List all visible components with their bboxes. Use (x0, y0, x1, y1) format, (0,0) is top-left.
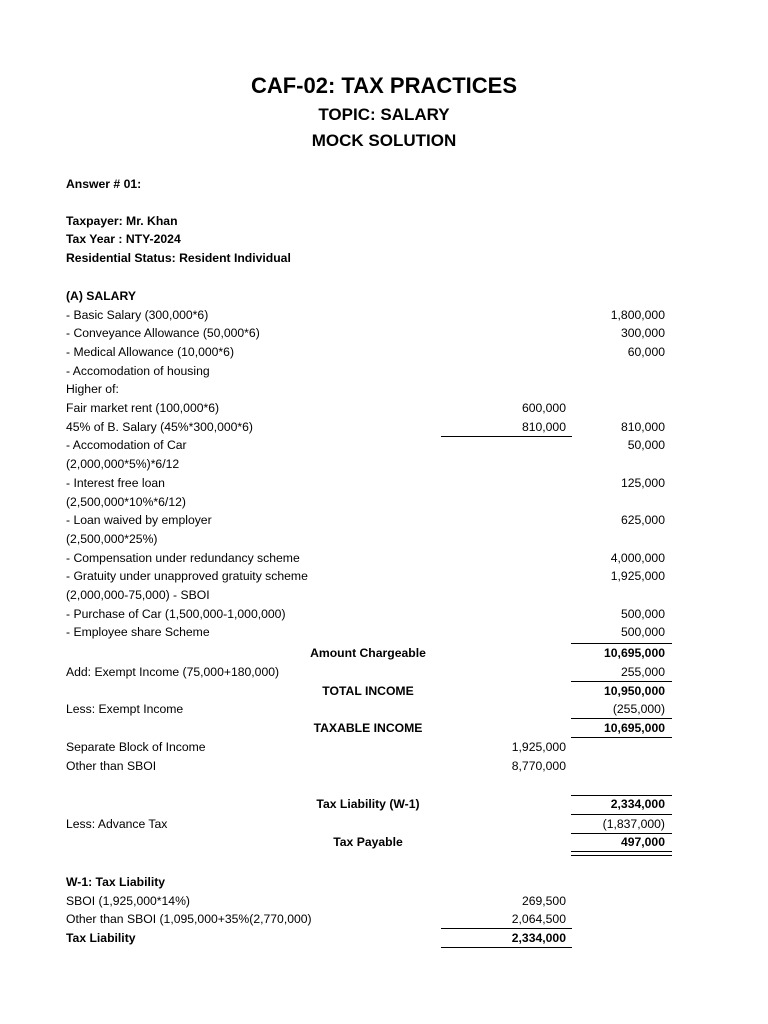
less-exempt-row: Less: Exempt Income (255,000) (66, 702, 665, 716)
w1-rule-below-total (441, 947, 572, 948)
salary-line: - Medical Allowance (10,000*6) 60,000 (66, 344, 665, 359)
salary-line: - Purchase of Car (1,500,000-1,000,000) 500,000 (66, 606, 665, 621)
tax-liability-row: Tax Liability (W-1) 2,334,000 (316, 797, 665, 811)
w1-sboi-row: SBOI (1,925,000*14%) 269,500 (66, 894, 566, 908)
salary-line: - Compensation under redundancy scheme 4,000,000 (66, 550, 665, 565)
sboi-row: Separate Block of Income 1,925,000 (66, 740, 566, 754)
other-than-sboi-row: Other than SBOI 8,770,000 (66, 759, 566, 773)
salary-line: - Accomodation of Car 50,000 (66, 438, 665, 453)
salary-line: - Loan waived by employer 625,000 (66, 513, 665, 528)
salary-line: - Conveyance Allowance (50,000*6) 300,000 (66, 326, 665, 341)
topic-title: TOPIC: SALARY (318, 105, 450, 124)
tax-payable-row: Tax Payable 497,000 (333, 835, 665, 849)
salary-line: Higher of: (66, 382, 119, 397)
salary-line: (2,000,000-75,000) - SBOI (66, 588, 210, 602)
total-income-row: TOTAL INCOME 10,950,000 (322, 684, 665, 698)
advance-tax-row: Less: Advance Tax (1,837,000) (66, 817, 665, 831)
amount-chargeable-row: Amount Chargeable 10,695,000 (310, 646, 665, 660)
add-exempt-row: Add: Exempt Income (75,000+180,000) 255,000 (66, 665, 665, 679)
salary-line: - Gratuity under unapproved gratuity scheme 1,925,000 (66, 569, 665, 584)
double-rule-tax-payable (571, 851, 672, 856)
salary-line: 45% of B. Salary (45%*300,000*6) 810,000 810,000 (66, 419, 665, 434)
salary-line: - Interest free loan 125,000 (66, 475, 665, 490)
salary-line: Fair market rent (100,000*6) 600,000 (66, 401, 566, 415)
salary-line: - Accomodation of housing (66, 363, 210, 378)
salary-line: - Employee share Scheme 500,000 (66, 625, 665, 640)
w1-total-row: Tax Liability 2,334,000 (66, 931, 566, 945)
subtitle: MOCK SOLUTION (311, 131, 457, 150)
salary-line: - Basic Salary (300,000*6) 1,800,000 (66, 307, 665, 322)
salary-line: (2,500,000*25%) (66, 531, 158, 546)
w1-other-row: Other than SBOI (1,095,000+35%(2,770,000) 2,064,500 (66, 912, 566, 926)
taxable-income-row: TAXABLE INCOME 10,695,000 (313, 721, 665, 735)
middle-column-rule (441, 436, 572, 437)
document-title: CAF-02: TAX PRACTICES (250, 73, 518, 98)
salary-line: (2,000,000*5%)*6/12 (66, 457, 180, 472)
salary-line: (2,500,000*10%*6/12) (66, 494, 186, 509)
